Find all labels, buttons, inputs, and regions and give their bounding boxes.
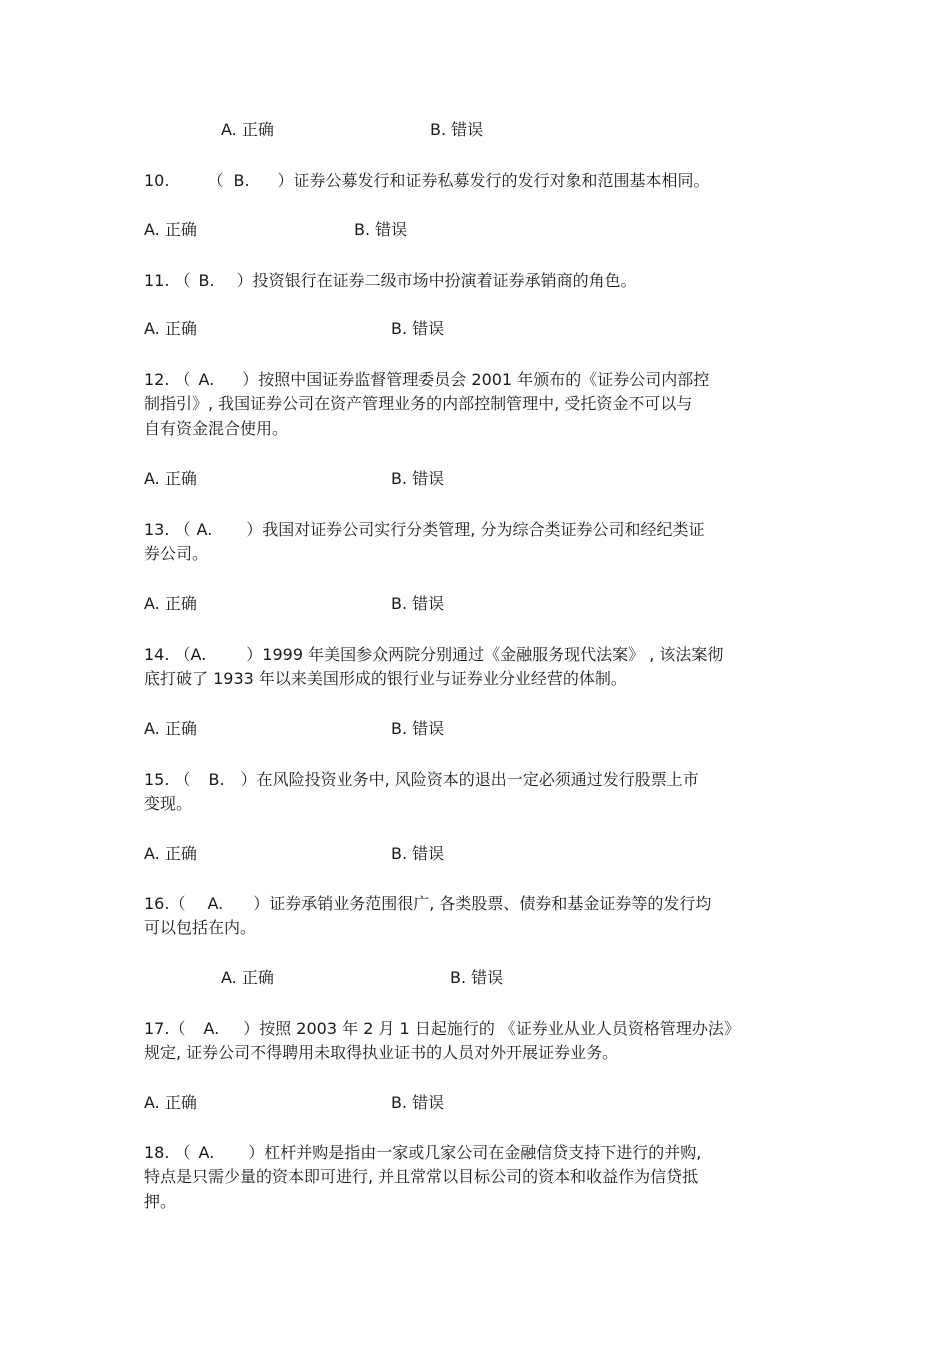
question-text-line: ）杠杆并购是指由一家或几家公司在金融信贷支持下进行的并购,	[248, 1143, 702, 1162]
question-text-line: 制指引》, 我国证券公司在资产管理业务的内部控制管理中, 受托资金不可以与	[144, 394, 693, 413]
question-number: 13.	[144, 520, 170, 539]
question-10: 10. （ B. ）证券公募发行和证券私募发行的发行对象和范围基本相同。	[144, 171, 710, 190]
question-17: 17.（ A. ）按照 2003 年 2 月 1 日起施行的 《证券业从业人员资格管理办法》	[144, 1019, 740, 1038]
option-b: B. 错误	[450, 968, 504, 987]
question-text-line: 特点是只需少量的资本即可进行, 并且常常以目标公司的资本和收益作为信贷抵	[144, 1167, 699, 1186]
option-b: B. 错误	[391, 844, 445, 863]
option-b: B. 错误	[391, 1093, 445, 1112]
question-text-line: 变现。	[144, 794, 193, 813]
question-text-line: 自有资金混合使用。	[144, 419, 289, 438]
question-text-line: ）在风险投资业务中, 风险资本的退出一定必须通过发行股票上市	[240, 770, 699, 789]
option-a: A. 正确	[144, 220, 197, 239]
option-a: A. 正确	[144, 319, 197, 338]
question-12: 12. （ A. ）按照中国证券监督管理委员会 2001 年颁布的《证券公司内部控	[144, 370, 710, 389]
answer-mark: B.	[198, 271, 215, 290]
question-text-line: ）我国对证券公司实行分类管理, 分为综合类证券公司和经纪类证	[246, 520, 705, 539]
option-b: B. 错误	[391, 319, 445, 338]
option-a: A. 正确	[221, 120, 274, 139]
answer-mark: A.	[207, 894, 224, 913]
question-number: 14.	[144, 645, 170, 664]
question-number: 10.	[144, 171, 170, 190]
question-number: 12.	[144, 370, 170, 389]
question-text-line: 规定, 证券公司不得聘用未取得执业证书的人员对外开展证券业务。	[144, 1043, 619, 1062]
question-number: 18.	[144, 1143, 170, 1162]
question-13: 13. （ A. ）我国对证券公司实行分类管理, 分为综合类证券公司和经纪类证	[144, 520, 705, 539]
answer-mark: B.	[208, 770, 225, 789]
answer-mark: A.	[196, 520, 213, 539]
answer-mark: A.	[190, 645, 207, 664]
option-a: A. 正确	[144, 844, 197, 863]
question-18: 18. （ A. ）杠杆并购是指由一家或几家公司在金融信贷支持下进行的并购,	[144, 1143, 702, 1162]
question-text-line: ）证券公募发行和证券私募发行的发行对象和范围基本相同。	[277, 171, 710, 190]
option-a: A. 正确	[144, 469, 197, 488]
option-a: A. 正确	[144, 719, 197, 738]
question-15: 15. （ B. ）在风险投资业务中, 风险资本的退出一定必须通过发行股票上市	[144, 770, 699, 789]
question-number: 16.	[144, 894, 170, 913]
option-b: B. 错误	[430, 120, 484, 139]
question-number: 17.	[144, 1019, 170, 1038]
question-text-line: ）证券承销业务范围很广, 各类股票、债券和基金证券等的发行均	[253, 894, 712, 913]
option-b: B. 错误	[354, 220, 408, 239]
option-b: B. 错误	[391, 719, 445, 738]
option-b: B. 错误	[391, 594, 445, 613]
question-text-line: 券公司。	[144, 544, 209, 563]
question-16: 16.（ A. ）证券承销业务范围很广, 各类股票、债券和基金证券等的发行均	[144, 894, 712, 913]
question-14: 14. （A. ）1999 年美国参众两院分别通过《金融服务现代法案》 , 该法案彻	[144, 645, 724, 664]
answer-mark: B.	[233, 171, 250, 190]
question-text-line: ）按照中国证券监督管理委员会 2001 年颁布的《证券公司内部控	[242, 370, 710, 389]
question-text-line: 押。	[144, 1192, 177, 1211]
option-a: A. 正确	[144, 1093, 197, 1112]
question-text-line: ）按照 2003 年 2 月 1 日起施行的 《证券业从业人员资格管理办法》	[243, 1019, 740, 1038]
option-a: A. 正确	[221, 968, 274, 987]
question-number: 11.	[144, 271, 170, 290]
option-a: A. 正确	[144, 594, 197, 613]
question-text-line: ）投资银行在证券二级市场中扮演着证券承销商的角色。	[236, 271, 637, 290]
option-b: B. 错误	[391, 469, 445, 488]
answer-mark: A.	[198, 1143, 215, 1162]
question-number: 15.	[144, 770, 170, 789]
question-11: 11. （ B. ）投资银行在证券二级市场中扮演着证券承销商的角色。	[144, 271, 637, 290]
question-text-line: 可以包括在内。	[144, 918, 257, 937]
answer-mark: A.	[203, 1019, 220, 1038]
question-text-line: 底打破了 1933 年以来美国形成的银行业与证券业分业经营的体制。	[144, 669, 627, 688]
answer-mark: A.	[198, 370, 215, 389]
question-text-line: ）1999 年美国参众两院分别通过《金融服务现代法案》 , 该法案彻	[246, 645, 724, 664]
